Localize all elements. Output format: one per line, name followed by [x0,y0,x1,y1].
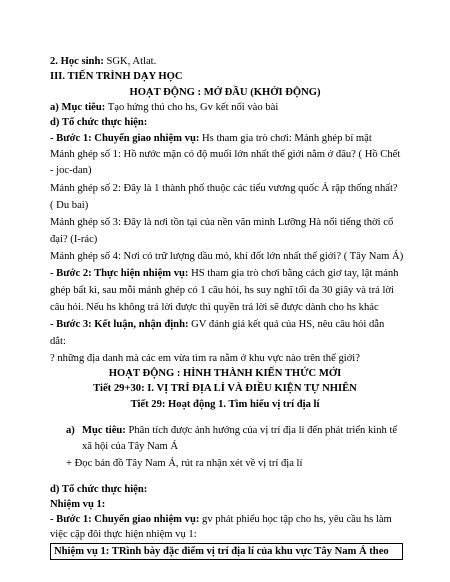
text: HS tham gia trò chơi bằng cách giơ tay, lật mảnh [188,268,399,279]
label: a) Mục tiêu: [50,102,106,113]
lead-question: ? những địa danh mà các em vừa tìm ra nằm ở khu vực nào trên thế giới? [50,353,360,364]
task-1-table-header: Nhiệm vụ 1: TRình bày đặc điểm vị trí địa lí của khu vực Tây Nam Á theo [50,543,403,560]
label: - Bước 1: Chuyển giao nhiệm vụ: [50,133,200,144]
step-3-cont: dắt: [50,336,66,347]
task-1-step-1-cont: việc cặp đôi thực hiện nhiệm vụ 1: [50,529,197,540]
activity-heading-2: HOẠT ĐỘNG : HÌNH THÀNH KIẾN THỨC MỚI [108,368,342,379]
step-2-cont-1: ghép bất kì, sau mỗi mảnh ghép có 1 câu hỏi, hs suy nghĩ tối đa 30 giây và trả lời [50,285,394,296]
student-materials [50,54,420,69]
text: Phân tích được ảnh hưởng của vị trí địa lí đến phát triển kinh tế [125,425,398,436]
puzzle-2-cont: ( Du bai) [50,200,89,211]
lesson-heading: Tiết 29+30: I. VỊ TRÍ ĐỊA LÍ VÀ ĐIỀU KIỆN TỰ NHIÊN [93,383,357,394]
step-3-line [50,317,420,332]
list-marker: a) [66,425,75,436]
text: SGK, Atlat. [103,56,157,67]
task-1-heading: Nhiệm vụ 1: [50,499,106,510]
label: - Bước 1: Chuyển giao nhiệm vụ: [50,514,200,525]
step-1-line [50,131,420,146]
task-1-step-1 [50,512,420,527]
label: - Bước 2: Thực hiện nhiệm vụ: [50,268,189,279]
puzzle-3: Mảnh ghép số 3: Đây là nơi tồn tại của nền văn minh Lưỡng Hà nổi tiếng thời cổ [50,217,394,228]
organization-heading-2: d) Tổ chức thực hiện: [50,484,148,495]
step-2-cont-2: câu hỏi. Nếu hs không trả lời được thì quyền trả lời sẽ được dành cho hs khác [50,302,379,313]
objective-2-cont: xã hội của Tây Nam Á [82,441,179,452]
section-heading: III. TIẾN TRÌNH DẠY HỌC [50,71,183,82]
step-2-line [50,266,420,281]
label: 2. Học sinh: [50,56,104,67]
lesson-subheading: Tiết 29: Hoạt động 1. Tìm hiểu vị trí địa lí [130,399,320,410]
map-reading-line: + Đọc bản đồ Tây Nam Á, rút ra nhận xét về vị trí địa lí [66,458,303,469]
puzzle-3-cont: đại? (I-rác) [50,234,98,245]
activity-heading-1: HOẠT ĐỘNG : MỞ ĐẦU (KHỞI ĐỘNG) [129,87,321,98]
organization-heading: d) Tổ chức thực hiện: [50,117,148,128]
text: Hs tham gia trò chơi: Mảnh ghép bí mật [199,133,372,144]
label: - Bước 3: Kết luận, nhận định: [50,319,189,330]
label: Mục tiêu: [82,425,126,436]
puzzle-1: Mảnh ghép số 1: Hồ nước mặn có độ muối lớn nhất thế giới nằm ở đâu? ( Hồ Chết [50,149,401,160]
objective-2-line [66,423,436,438]
puzzle-1-cont: - joc-dan) [50,165,92,176]
text: GV đánh giá kết quả của HS, nêu câu hỏi dẫn [188,319,385,330]
puzzle-2: Mảnh ghép số 2: Đây là 1 thành phố thuộc các tiểu vương quốc Ả rập thống nhất? [50,183,398,194]
text: gv phát phiếu học tập cho hs, yêu cầu hs làm [199,514,392,525]
text: Tạo hứng thú cho hs, Gv kết nối vào bài [105,102,279,113]
puzzle-4: Mảnh ghép số 4: Nơi có trữ lượng dầu mỏ, khí đốt lớn nhất thế giới? ( Tây Nam Á) [50,251,404,262]
objective-line [50,100,420,115]
